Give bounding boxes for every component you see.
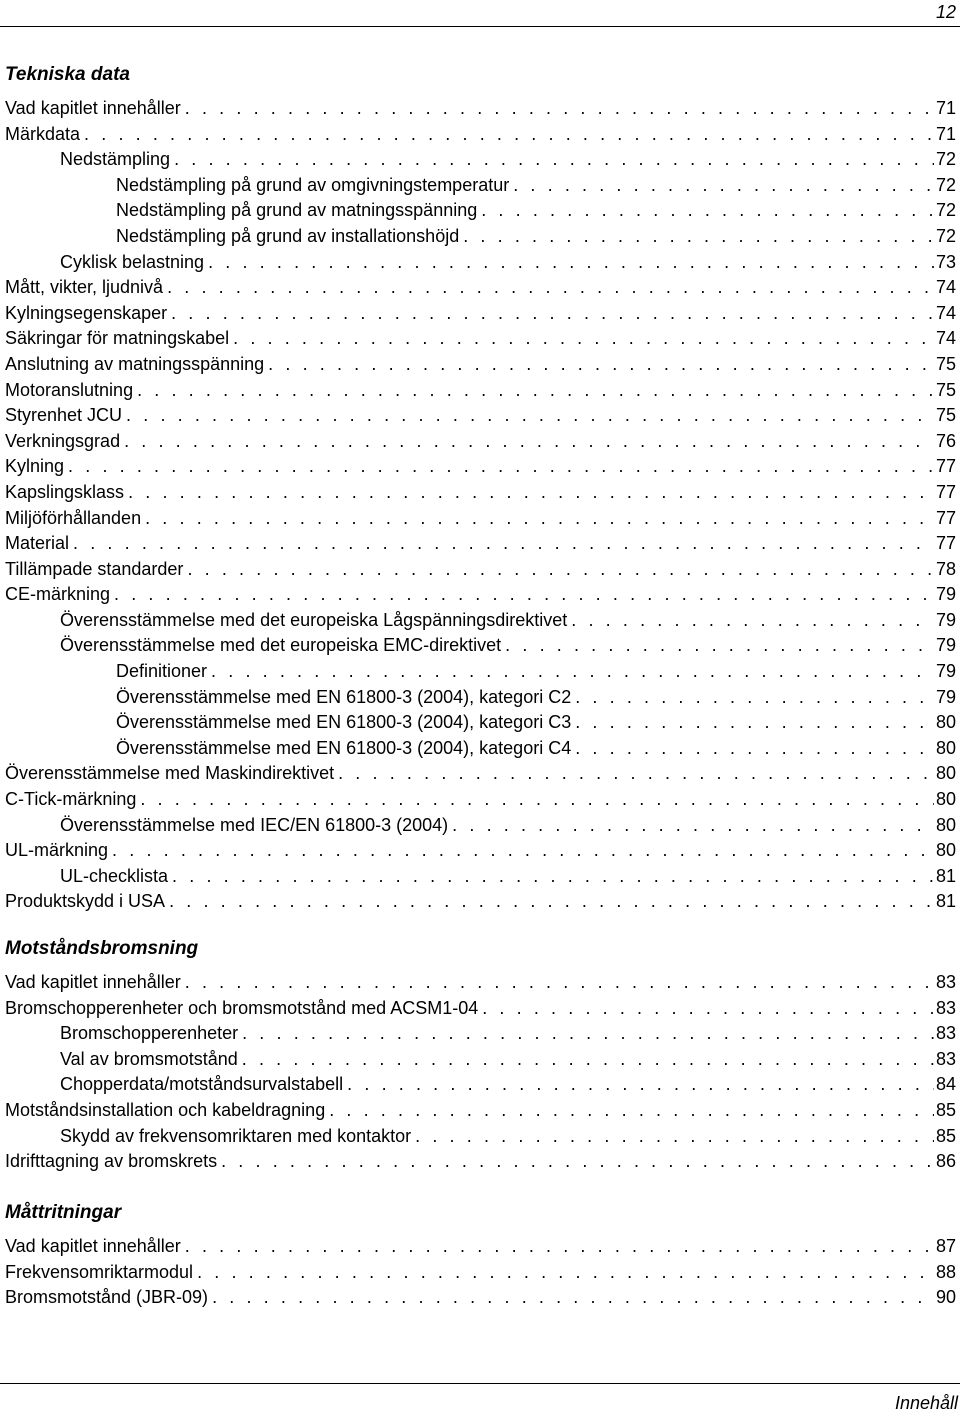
- toc-entry-page-number: 80: [935, 789, 956, 810]
- toc-entry[interactable]: [0, 1072, 956, 1098]
- dot-leader: [211, 659, 934, 685]
- toc-entry-page-number: 81: [935, 865, 956, 886]
- toc-entry[interactable]: [0, 275, 956, 301]
- toc-entry-label: Nedstämpling: [60, 149, 171, 170]
- dot-leader: [221, 1149, 934, 1175]
- dot-leader: [174, 147, 934, 173]
- toc-entry-page-number: 83: [935, 1048, 956, 1069]
- toc-entry-page-number: 72: [935, 174, 956, 195]
- toc-entry-page-number: 80: [935, 737, 956, 758]
- toc-entry-label: Bromsmotstånd (JBR-09): [5, 1287, 209, 1308]
- toc-entry-page-number: 72: [935, 225, 956, 246]
- toc-entry-label: CE-märkning: [5, 584, 111, 605]
- toc-entry-label: Miljöförhållanden: [5, 507, 142, 528]
- toc-section-tekniska-data: [0, 62, 956, 915]
- toc-entry[interactable]: [0, 1149, 956, 1175]
- toc-entry-page-number: 79: [935, 635, 956, 656]
- dot-leader: [463, 224, 934, 250]
- toc-entry-page-number: 90: [935, 1287, 956, 1308]
- toc-entry-label: Tillämpade standarder: [5, 558, 184, 579]
- section-title: Måttritningar: [5, 1202, 122, 1223]
- toc-entry[interactable]: [0, 429, 956, 455]
- toc-entry-page-number: 73: [935, 251, 956, 272]
- toc-entry-page-number: 81: [935, 891, 956, 912]
- toc-entry[interactable]: [0, 506, 956, 532]
- toc-entry-label: Kylningsegenskaper: [5, 302, 168, 323]
- toc-entry-label: Nedstämpling på grund av matningsspänning: [116, 200, 478, 221]
- toc-entry-label: Idrifttagning av bromskrets: [5, 1151, 218, 1172]
- toc-section-mattritningar: [0, 1200, 956, 1311]
- dot-leader: [452, 813, 934, 839]
- dot-leader: [145, 506, 934, 532]
- toc-entry-page-number: 79: [935, 609, 956, 630]
- toc-entry-label: Motståndsinstallation och kabeldragning: [5, 1099, 326, 1120]
- toc-entry-label: Material: [5, 533, 70, 554]
- toc-entry-page-number: 80: [935, 763, 956, 784]
- toc-entry-label: UL-checklista: [60, 865, 169, 886]
- toc-entry[interactable]: [0, 352, 956, 378]
- toc-entry-label: Val av bromsmotstånd: [60, 1048, 238, 1069]
- toc-entry[interactable]: [0, 1098, 956, 1124]
- toc-entry-page-number: 80: [935, 840, 956, 861]
- toc-entry[interactable]: [0, 96, 956, 122]
- toc-entry-page-number: 77: [935, 507, 956, 528]
- toc-entry[interactable]: [0, 198, 956, 224]
- toc-entry-page-number: 79: [935, 661, 956, 682]
- section-title: Tekniska data: [5, 64, 130, 85]
- dot-leader: [415, 1124, 934, 1150]
- toc-entry-label: UL-märkning: [5, 840, 109, 861]
- toc-entry-page-number: 71: [935, 98, 956, 118]
- dot-leader: [575, 710, 934, 736]
- toc-entry-page-number: 77: [935, 481, 956, 502]
- toc-entry-label: Nedstämpling på grund av omgivningstemperatur: [116, 174, 510, 195]
- dot-leader: [169, 889, 934, 915]
- toc-entries: [0, 1234, 956, 1311]
- toc-entry[interactable]: [0, 1021, 956, 1047]
- toc-entry[interactable]: [0, 122, 956, 148]
- toc-entry[interactable]: [0, 838, 956, 864]
- toc-entry-page-number: 72: [935, 200, 956, 221]
- toc-entry-page-number: 74: [935, 277, 956, 298]
- dot-leader: [112, 838, 934, 864]
- toc-entry[interactable]: [0, 1285, 956, 1311]
- toc-entry-page-number: 83: [935, 972, 956, 992]
- toc-entry-label: Anslutning av matningsspänning: [5, 353, 265, 374]
- toc-entry[interactable]: [0, 1124, 956, 1150]
- toc-entry-page-number: 85: [935, 1125, 956, 1146]
- toc-entry[interactable]: [0, 633, 956, 659]
- toc-entry[interactable]: [0, 970, 956, 996]
- toc-entry-page-number: 75: [935, 353, 956, 374]
- dot-leader: [73, 531, 934, 557]
- toc-entry-label: Bromschopperenheter och bromsmotstånd med ACSM1-04: [5, 997, 479, 1018]
- toc-entry-label: Frekvensomriktarmodul: [5, 1261, 194, 1282]
- toc-entry-label: Chopperdata/motståndsurvalstabell: [60, 1074, 344, 1095]
- dot-leader: [84, 122, 934, 148]
- toc-entries: [0, 970, 956, 1175]
- toc-entry[interactable]: [0, 659, 956, 685]
- toc-entry-label: Bromschopperenheter: [60, 1023, 239, 1044]
- dot-leader: [124, 429, 934, 455]
- toc-entry[interactable]: [0, 889, 956, 915]
- toc-entry[interactable]: [0, 761, 956, 787]
- toc-entry-label: Vad kapitlet innehåller: [5, 1236, 181, 1256]
- toc-entry-label: Överensstämmelse med EN 61800-3 (2004), kategori C2: [116, 686, 572, 707]
- toc-entry-label: Definitioner: [116, 661, 208, 682]
- toc-entry-page-number: 88: [935, 1261, 956, 1282]
- dot-leader: [575, 685, 934, 711]
- toc-entry-label: Vad kapitlet innehåller: [5, 98, 181, 118]
- toc-entry-page-number: 75: [935, 379, 956, 400]
- dot-leader: [571, 608, 934, 634]
- toc-entry-label: Kapslingsklass: [5, 481, 125, 502]
- dot-leader: [128, 480, 934, 506]
- toc-entry-label: Nedstämpling på grund av installationshöjd: [116, 225, 460, 246]
- toc-entry-label: Motoranslutning: [5, 379, 134, 400]
- toc-entry-label: Märkdata: [5, 123, 81, 144]
- toc-entry-page-number: 75: [935, 405, 956, 426]
- toc-entry[interactable]: [0, 608, 956, 634]
- toc-entry[interactable]: [0, 531, 956, 557]
- toc-entry-page-number: 83: [935, 997, 956, 1018]
- toc-entry[interactable]: [0, 454, 956, 480]
- dot-leader: [187, 557, 934, 583]
- dot-leader: [185, 96, 934, 122]
- toc-entry-label: Säkringar för matningskabel: [5, 328, 230, 349]
- dot-leader: [338, 761, 934, 787]
- toc-entry[interactable]: [0, 685, 956, 711]
- dot-leader: [167, 275, 934, 301]
- toc-entry-label: Produktskydd i USA: [5, 891, 166, 912]
- footer-label: Innehåll: [894, 1393, 958, 1413]
- toc-entry-page-number: 87: [935, 1236, 956, 1256]
- toc-entry-page-number: 77: [935, 533, 956, 554]
- toc-entry[interactable]: [0, 787, 956, 813]
- dot-leader: [208, 250, 934, 276]
- toc-entry-page-number: 78: [935, 558, 956, 579]
- toc-entry[interactable]: [0, 403, 956, 429]
- toc-entry[interactable]: [0, 813, 956, 839]
- toc-entry-label: Styrenhet JCU: [5, 405, 123, 426]
- toc-entry-page-number: 76: [935, 430, 956, 451]
- toc-entry-page-number: 83: [935, 1023, 956, 1044]
- section-title: Motståndsbromsning: [5, 938, 199, 959]
- toc-entry-page-number: 74: [935, 328, 956, 349]
- toc-entry-page-number: 79: [935, 686, 956, 707]
- toc-entry[interactable]: [0, 582, 956, 608]
- dot-leader: [242, 1021, 934, 1047]
- toc-entry[interactable]: [0, 378, 956, 404]
- toc-entry[interactable]: [0, 736, 956, 762]
- dot-leader: [505, 633, 934, 659]
- toc-entry[interactable]: [0, 173, 956, 199]
- toc-entry[interactable]: [0, 1260, 956, 1286]
- dot-leader: [575, 736, 934, 762]
- toc-entry-page-number: 74: [935, 302, 956, 323]
- toc-entry-label: Cyklisk belastning: [60, 251, 205, 272]
- toc-entry[interactable]: [0, 1234, 956, 1260]
- dot-leader: [140, 787, 934, 813]
- toc-entry[interactable]: [0, 224, 956, 250]
- toc-entry[interactable]: [0, 250, 956, 276]
- toc-entry[interactable]: [0, 301, 956, 327]
- dot-leader: [347, 1072, 934, 1098]
- toc-entry-page-number: 85: [935, 1099, 956, 1120]
- dot-leader: [185, 970, 934, 996]
- dot-leader: [482, 996, 934, 1022]
- toc-entry[interactable]: [0, 480, 956, 506]
- toc-entry-page-number: 80: [935, 814, 956, 835]
- toc-entry-label: Överensstämmelse med IEC/EN 61800-3 (2004): [60, 814, 449, 835]
- toc-section-motstandsbromsning: [0, 936, 956, 1175]
- dot-leader: [171, 301, 934, 327]
- dot-leader: [68, 454, 934, 480]
- footer-rule: [0, 1383, 960, 1384]
- toc-entry-page-number: 79: [935, 584, 956, 605]
- toc-entry[interactable]: [0, 710, 956, 736]
- toc-entry-label: Överensstämmelse med EN 61800-3 (2004), kategori C3: [116, 712, 572, 733]
- dot-leader: [268, 352, 934, 378]
- toc-entry-page-number: 72: [935, 149, 956, 170]
- dot-leader: [329, 1098, 934, 1124]
- toc-entry-label: C-Tick-märkning: [5, 789, 137, 810]
- dot-leader: [114, 582, 934, 608]
- toc-entry[interactable]: [0, 996, 956, 1022]
- dot-leader: [212, 1285, 934, 1311]
- header-rule: [0, 26, 960, 27]
- toc-entry[interactable]: [0, 1047, 956, 1073]
- toc-entry-label: Mått, vikter, ljudnivå: [5, 277, 164, 298]
- toc-entry-label: Kylning: [5, 456, 65, 477]
- toc-entry[interactable]: [0, 147, 956, 173]
- toc-entry-label: Överensstämmelse med EN 61800-3 (2004), kategori C4: [116, 737, 572, 758]
- dot-leader: [242, 1047, 934, 1073]
- toc-entry-page-number: 77: [935, 456, 956, 477]
- toc-entry-page-number: 80: [935, 712, 956, 733]
- page-number: 12: [935, 2, 956, 22]
- toc-entry[interactable]: [0, 557, 956, 583]
- dot-leader: [481, 198, 934, 224]
- toc-entry-label: Skydd av frekvensomriktaren med kontaktor: [60, 1125, 412, 1146]
- dot-leader: [137, 378, 934, 404]
- toc-entry-label: Vad kapitlet innehåller: [5, 972, 181, 992]
- toc-entry-page-number: 84: [935, 1074, 956, 1095]
- dot-leader: [172, 864, 934, 890]
- dot-leader: [185, 1234, 934, 1260]
- dot-leader: [197, 1260, 934, 1286]
- toc-entries: [0, 96, 956, 915]
- toc-entry-label: Överensstämmelse med Maskindirektivet: [5, 763, 335, 784]
- toc-entry-label: Överensstämmelse med det europeiska EMC-direktivet: [60, 635, 502, 656]
- toc-entry-label: Överensstämmelse med det europeiska Lågspänningsdirektivet: [60, 609, 568, 630]
- dot-leader: [126, 403, 934, 429]
- dot-leader: [513, 173, 934, 199]
- toc-entry[interactable]: [0, 864, 956, 890]
- toc-entry-label: Verkningsgrad: [5, 430, 121, 451]
- toc-entry[interactable]: [0, 326, 956, 352]
- dot-leader: [233, 326, 934, 352]
- toc-entry-page-number: 86: [935, 1151, 956, 1172]
- toc-entry-page-number: 71: [935, 123, 956, 144]
